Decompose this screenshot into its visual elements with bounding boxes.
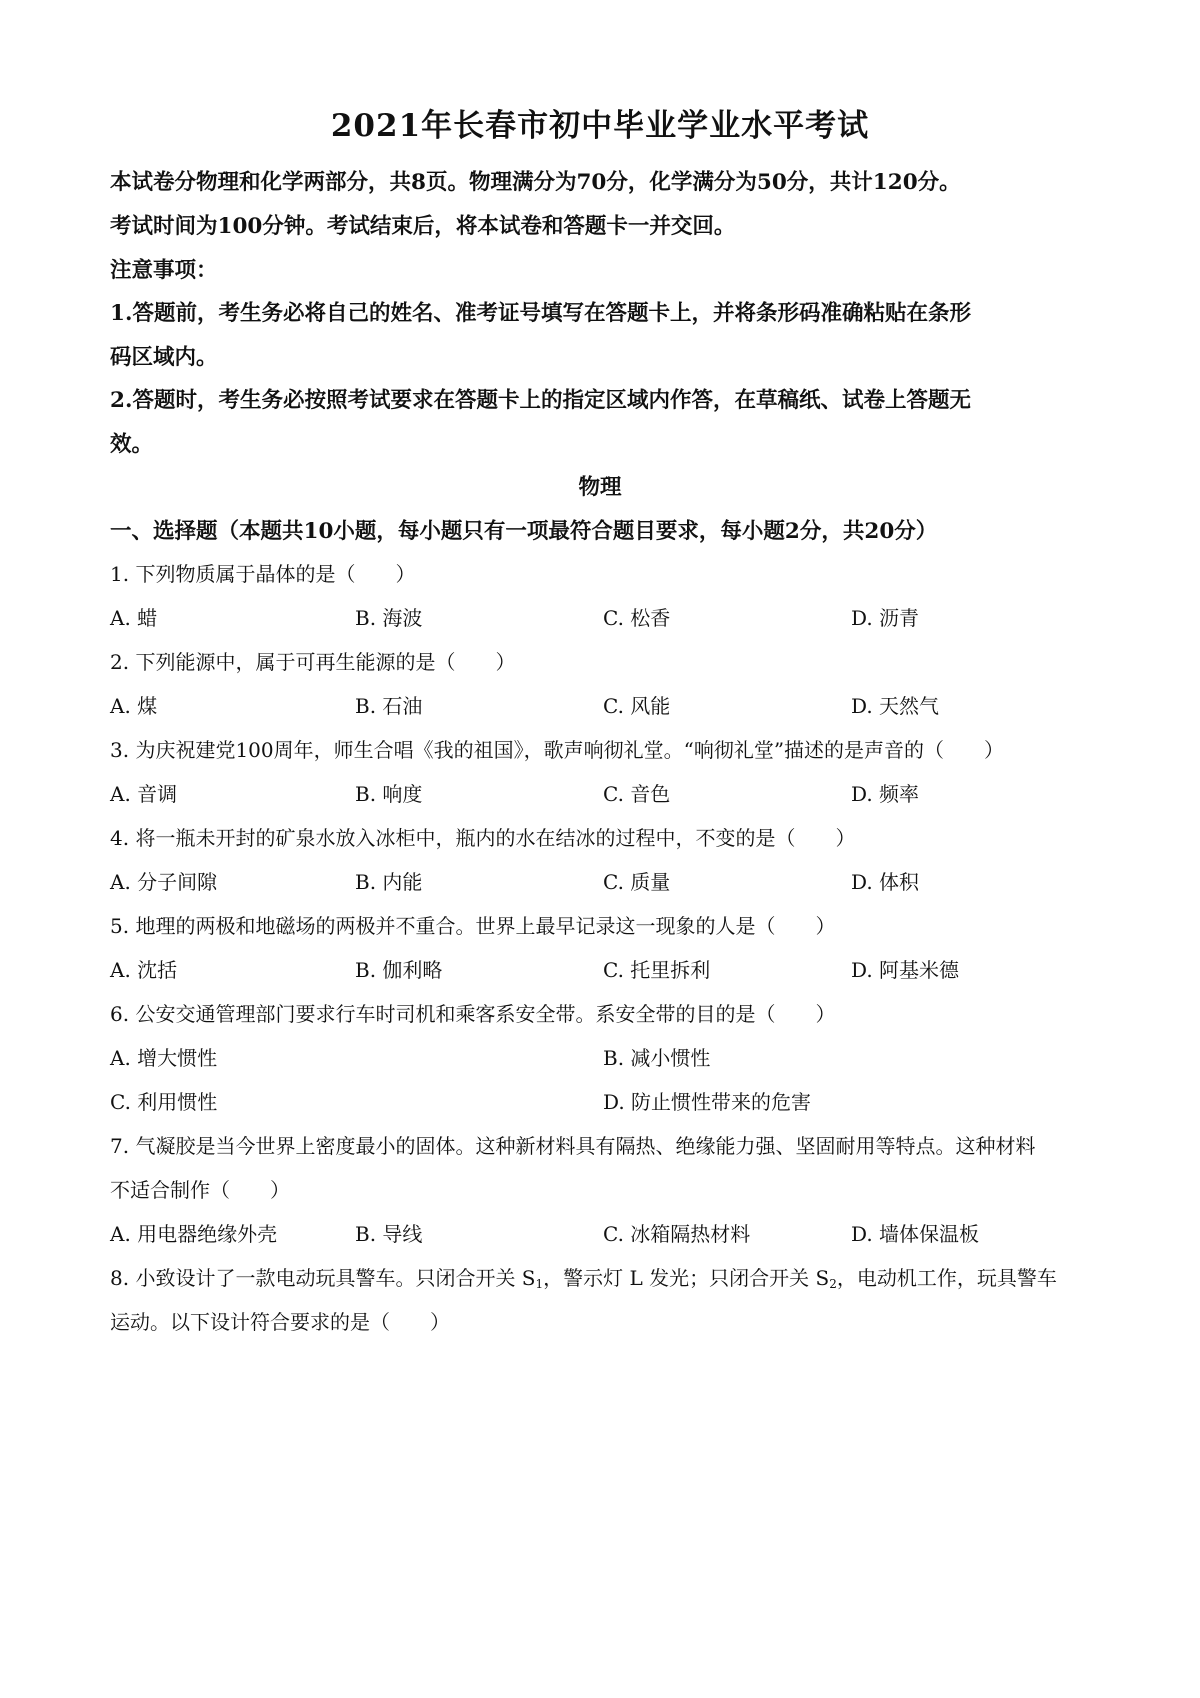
note-2-line-2: 效。 [110,432,154,457]
question-3-stem: 3. 为庆祝建党100周年，师生合唱《我的祖国》，歌声响彻礼堂。“响彻礼堂”描述的是声音的（ ） [110,738,1005,762]
question-5-option-b: B. 伽利略 [355,958,443,982]
question-2-option-b: B. 石油 [355,694,423,718]
note-2-line-1: 2.答题时，考生务必按照考试要求在答题卡上的指定区域内作答，在草稿纸、试卷上答题无 [110,388,971,413]
question-4-option-b: B. 内能 [355,870,423,894]
notes-title: 注意事项： [110,258,218,283]
question-2-option-d: D. 天然气 [851,694,940,718]
question-1-option-b: B. 海波 [355,606,423,630]
question-1-stem: 1. 下列物质属于晶体的是（ ） [110,562,416,586]
switch-2-subscript: 2 [829,1277,837,1291]
question-1-option-d: D. 沥青 [851,606,920,630]
question-4-stem: 4. 将一瓶未开封的矿泉水放入冰柜中，瓶内的水在结冰的过程中，不变的是（ ） [110,826,856,850]
question-5-option-d: D. 阿基米德 [851,958,960,982]
question-6-stem: 6. 公安交通管理部门要求行车时司机和乘客系安全带。系安全带的目的是（ ） [110,1002,836,1026]
question-3-option-c: C. 音色 [603,782,671,806]
question-1-option-c: C. 松香 [603,606,671,630]
question-8-stem-part-1: 8. 小致设计了一款电动玩具警车。只闭合开关 S [110,1266,536,1290]
question-5-stem: 5. 地理的两极和地磁场的两极并不重合。世界上最早记录这一现象的人是（ ） [110,914,836,938]
question-8-stem-line-1 [110,1262,1057,1291]
question-6-option-d: D. 防止惯性带来的危害 [603,1090,812,1114]
exam-title: 2021年长春市初中毕业学业水平考试 [330,108,870,144]
question-5-option-c: C. 托里拆利 [603,958,711,982]
question-7-stem-line-1: 7. 气凝胶是当今世界上密度最小的固体。这种新材料具有隔热、绝缘能力强、坚固耐用等特点。这种材料 [110,1134,1036,1158]
question-7-option-a: A. 用电器绝缘外壳 [110,1222,278,1246]
question-2-stem: 2. 下列能源中，属于可再生能源的是（ ） [110,650,516,674]
question-4-option-a: A. 分子间隙 [110,870,218,894]
intro-line-1: 本试卷分物理和化学两部分，共8页。物理满分为70分，化学满分为50分，共计120分。 [110,170,961,195]
question-3-option-d: D. 频率 [851,782,920,806]
question-7-stem-line-2: 不适合制作（ ） [110,1178,290,1202]
question-4-option-d: D. 体积 [851,870,920,894]
question-8-stem-line-2: 运动。以下设计符合要求的是（ ） [110,1310,450,1334]
question-8-stem-part-2: ，警示灯 L 发光；只闭合开关 S [543,1266,830,1290]
question-6-option-b: B. 减小惯性 [603,1046,711,1070]
question-6-option-c: C. 利用惯性 [110,1090,218,1114]
question-8-stem-part-3: ，电动机工作，玩具警车 [836,1266,1057,1290]
note-1-line-2: 码区域内。 [110,345,218,370]
question-6-option-a: A. 增大惯性 [110,1046,218,1070]
question-2-option-a: A. 煤 [110,694,158,718]
note-1-line-1: 1.答题前，考生务必将自己的姓名、准考证号填写在答题卡上，并将条形码准确粘贴在条形 [110,301,971,326]
question-2-option-c: C. 风能 [603,694,671,718]
question-5-option-a: A. 沈括 [110,958,178,982]
question-7-option-c: C. 冰箱隔热材料 [603,1222,751,1246]
section-title: 物理 [578,475,622,500]
intro-line-2: 考试时间为100分钟。考试结束后，将本试卷和答题卡一并交回。 [110,214,736,239]
question-3-option-a: A. 音调 [110,782,178,806]
question-4-option-c: C. 质量 [603,870,671,894]
question-7-option-b: B. 导线 [355,1222,423,1246]
question-3-option-b: B. 响度 [355,782,423,806]
question-7-option-d: D. 墙体保温板 [851,1222,980,1246]
part-title: 一、选择题（本题共10小题，每小题只有一项最符合题目要求，每小题2分，共20分） [110,519,938,544]
switch-1-subscript: 1 [535,1277,544,1291]
question-1-option-a: A. 蜡 [110,606,158,630]
